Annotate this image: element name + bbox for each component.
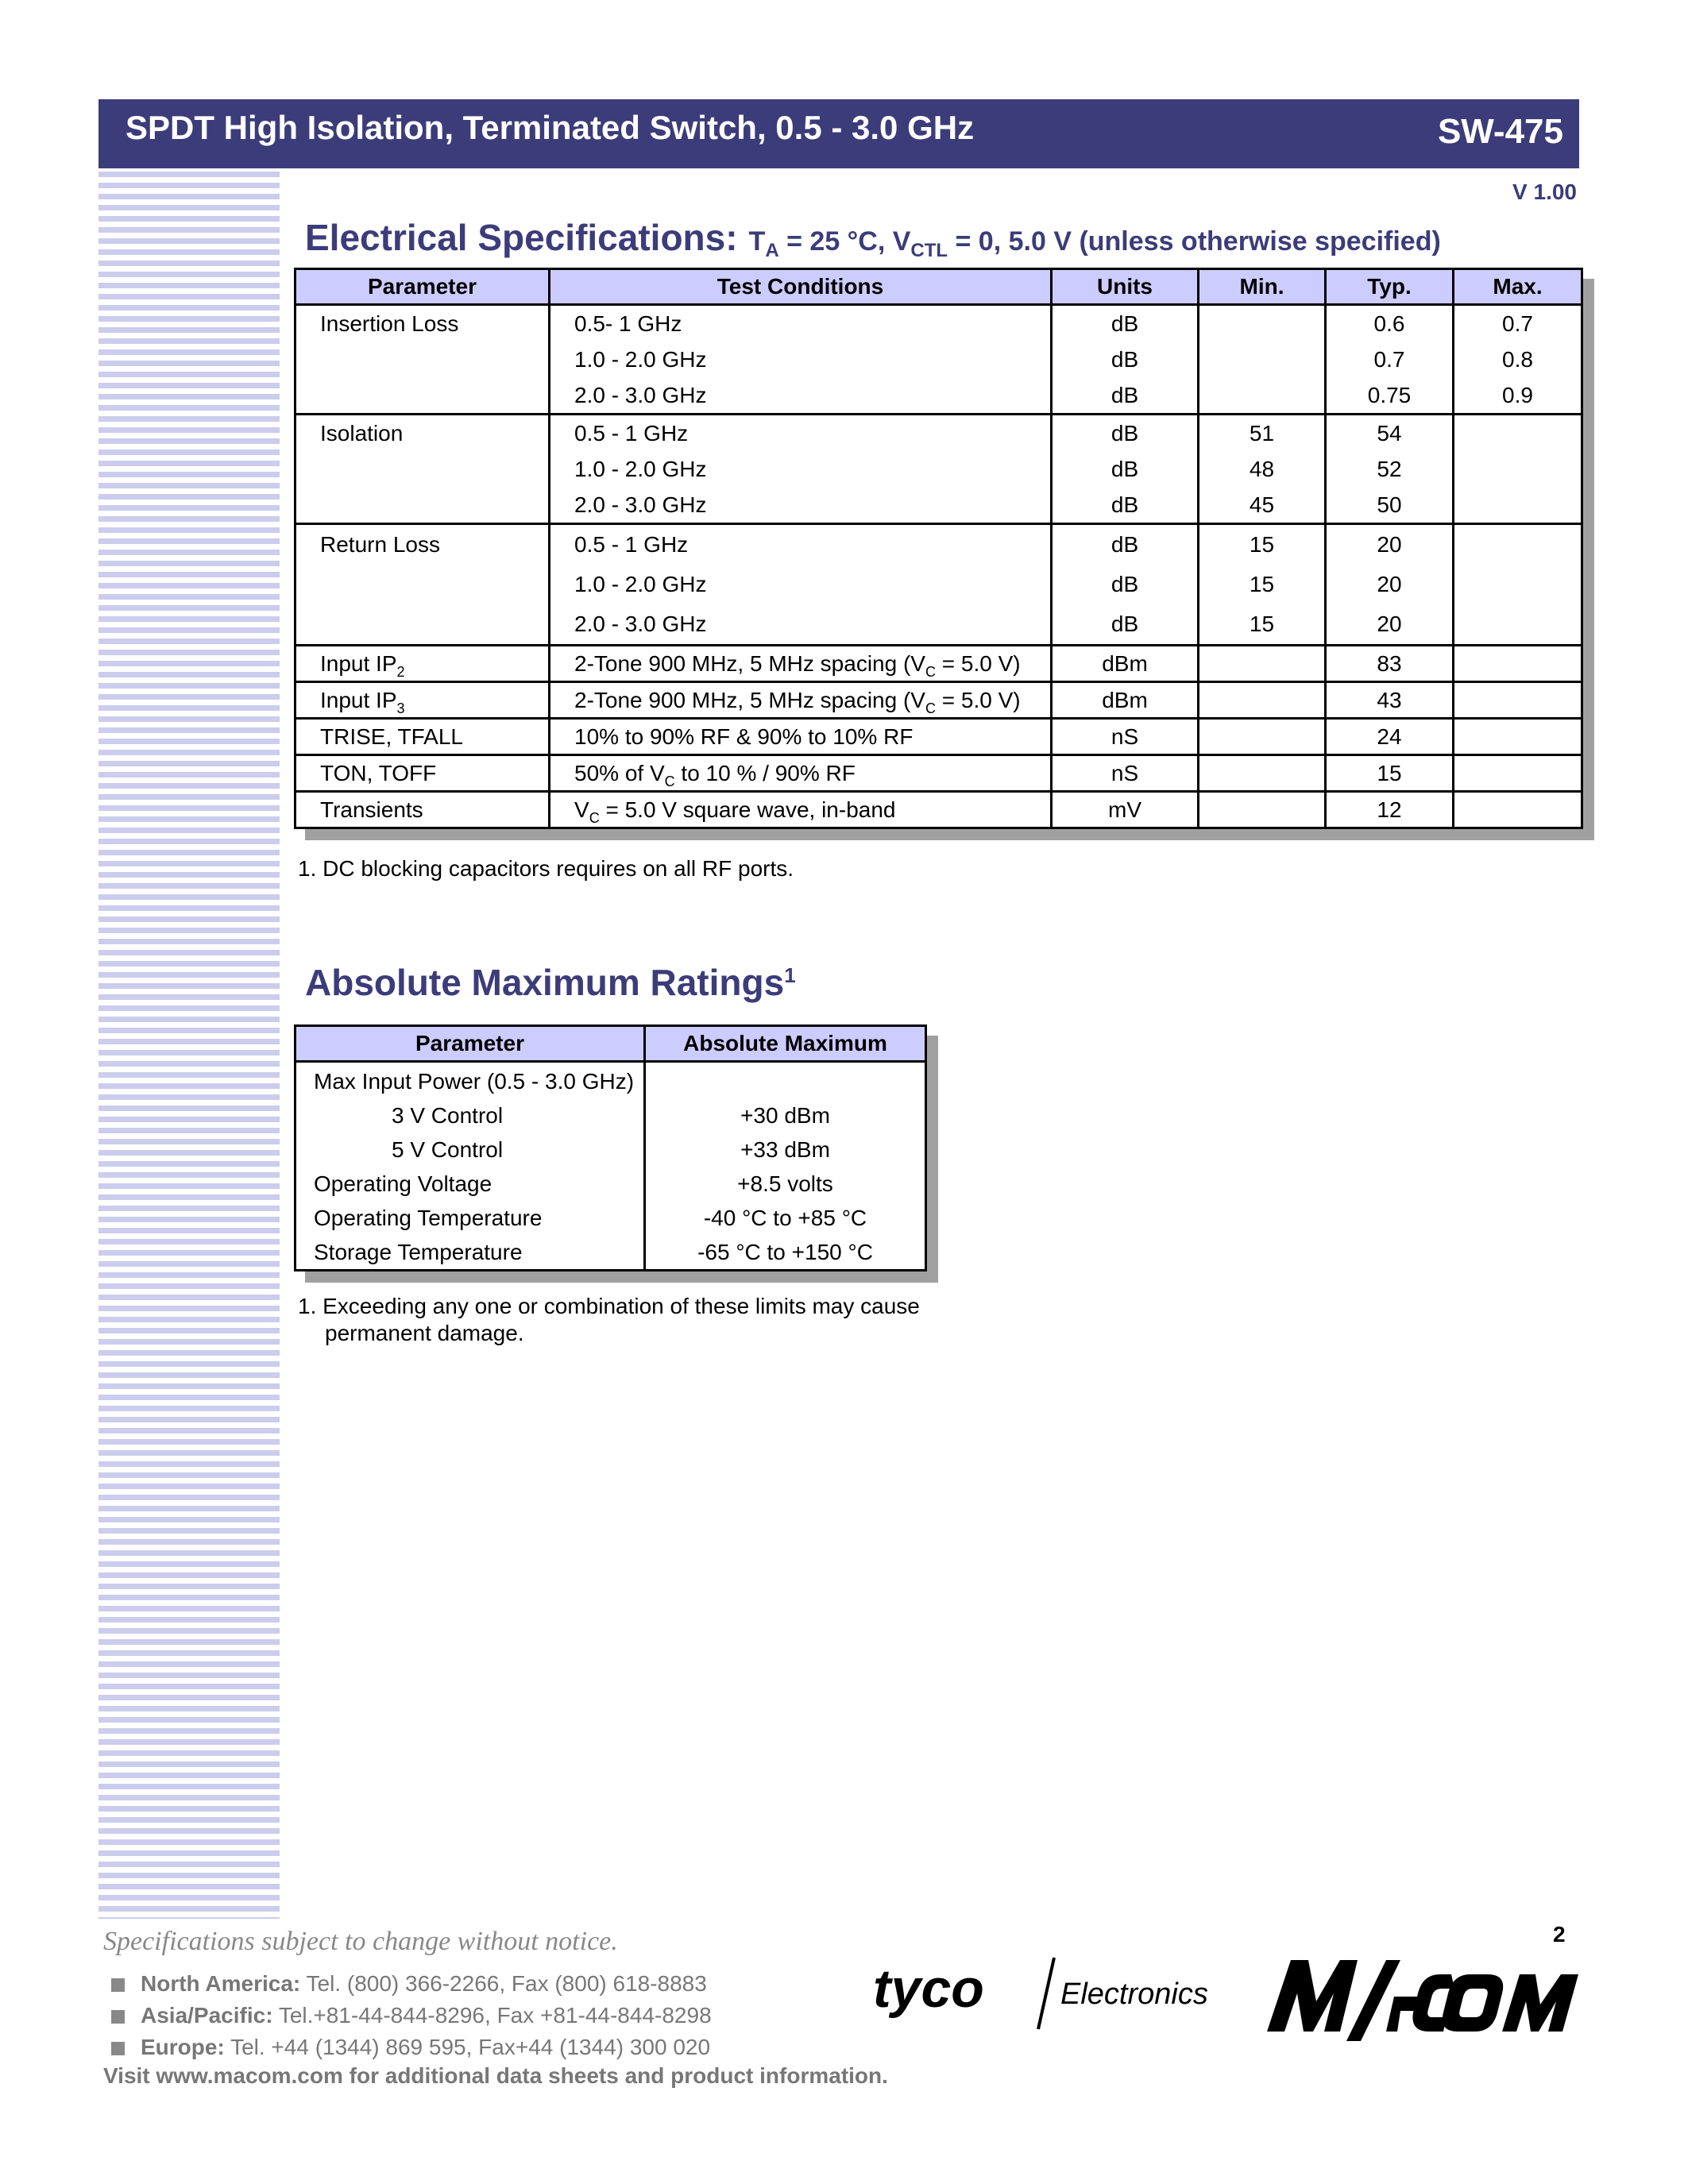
table-row bbox=[295, 524, 1582, 646]
contact-europe: Europe: Tel. +44 (1344) 869 595, Fax+44 (1344) 300 020 bbox=[111, 2035, 710, 2060]
table-row bbox=[295, 719, 1582, 755]
condition-cell bbox=[550, 415, 1052, 524]
condition-value: 2.0 - 3.0 GHz bbox=[574, 492, 707, 517]
units-value: nS bbox=[1111, 761, 1139, 785]
min-cell bbox=[1199, 792, 1326, 828]
units-value: dB bbox=[1111, 347, 1139, 372]
condition-cell bbox=[550, 682, 1052, 719]
absolute-max-footnote bbox=[298, 1293, 920, 1347]
max-cell bbox=[1454, 415, 1582, 524]
typ-value: 52 bbox=[1377, 457, 1402, 481]
electrical-spec-table bbox=[294, 268, 1583, 829]
min-cell bbox=[1199, 415, 1326, 524]
table-row bbox=[295, 305, 1582, 415]
electrical-spec-title bbox=[305, 216, 1441, 262]
units-cell bbox=[1052, 524, 1199, 646]
table-row bbox=[295, 682, 1582, 719]
bullet-square-icon bbox=[111, 2042, 125, 2055]
param-subscript: 2 bbox=[396, 663, 405, 680]
min-value bbox=[1207, 683, 1316, 717]
footnote-line-2: permanent damage. bbox=[325, 1321, 524, 1345]
condition-text: 50% of V bbox=[574, 761, 665, 785]
typ-value: 0.7 bbox=[1373, 347, 1405, 372]
header-absolute-maximum: Absolute Maximum bbox=[645, 1026, 926, 1062]
units-cell bbox=[1052, 792, 1199, 828]
table-row bbox=[295, 792, 1582, 828]
typ-value: 20 bbox=[1377, 612, 1402, 636]
value-text: +30 dBm bbox=[740, 1103, 830, 1128]
param-label: Storage Temperature bbox=[314, 1240, 523, 1264]
absolute-max-heading: Absolute Maximum Ratings bbox=[305, 962, 785, 1003]
param-label: Input IP bbox=[320, 688, 397, 712]
value-cell bbox=[645, 1062, 926, 1271]
units-cell bbox=[1052, 682, 1199, 719]
bullet-square-icon bbox=[111, 1978, 125, 1992]
header-parameter: Parameter bbox=[295, 1026, 645, 1062]
typ-cell bbox=[1326, 646, 1454, 682]
units-value: dB bbox=[1111, 612, 1139, 636]
typ-value: 0.75 bbox=[1367, 383, 1412, 407]
max-value bbox=[1462, 451, 1573, 487]
contact-asia-pacific: Asia/Pacific: Tel.+81-44-844-8296, Fax +81-44-844-8298 bbox=[111, 2003, 712, 2028]
param-cell bbox=[295, 305, 550, 415]
typ-value: 50 bbox=[1377, 492, 1402, 517]
header-test-conditions: Test Conditions bbox=[550, 269, 1052, 305]
min-value: 15 bbox=[1249, 572, 1275, 596]
electrical-spec-conditions: $T_A = 25$ °C, $V_{CTL} = 0$, 5.0 V (unless otherwise specified) bbox=[748, 226, 1441, 261]
condition-text: 2-Tone 900 MHz, 5 MHz spacing (V bbox=[574, 651, 925, 676]
units-value: dB bbox=[1111, 572, 1139, 596]
max-value bbox=[1462, 565, 1573, 604]
condition-subscript: C bbox=[925, 663, 936, 680]
condition-cell bbox=[550, 524, 1052, 646]
min-value: 15 bbox=[1249, 532, 1275, 557]
units-value: dB bbox=[1111, 457, 1139, 481]
max-value bbox=[1462, 525, 1573, 565]
min-value: 15 bbox=[1249, 612, 1275, 636]
units-value: dBm bbox=[1102, 688, 1148, 712]
param-label: TON, TOFF bbox=[320, 761, 437, 785]
units-value: dBm bbox=[1102, 651, 1148, 676]
typ-cell bbox=[1326, 719, 1454, 755]
typ-value: 12 bbox=[1377, 797, 1402, 822]
typ-cell bbox=[1326, 682, 1454, 719]
param-cell bbox=[295, 646, 550, 682]
param-cell bbox=[295, 719, 550, 755]
param-cell bbox=[295, 524, 550, 646]
units-value: dB bbox=[1111, 492, 1139, 517]
typ-value: 20 bbox=[1377, 572, 1402, 596]
header-typ: Typ. bbox=[1326, 269, 1454, 305]
condition-text-end: = 5.0 V) bbox=[935, 651, 1021, 676]
min-value bbox=[1207, 720, 1316, 754]
table-row bbox=[295, 1062, 926, 1271]
condition-text: 10% to 90% RF & 90% to 10% RF bbox=[574, 724, 914, 749]
typ-value: 43 bbox=[1377, 688, 1402, 712]
units-value: dB bbox=[1111, 421, 1139, 446]
max-value: 0.8 bbox=[1502, 347, 1533, 372]
part-number: SW-475 bbox=[1437, 112, 1563, 151]
typ-cell bbox=[1326, 755, 1454, 792]
electronics-logo-text: Electronics bbox=[1060, 1978, 1208, 2011]
param-label: 5 V Control bbox=[392, 1137, 504, 1162]
condition-value: 1.0 - 2.0 GHz bbox=[574, 457, 707, 481]
contact-north-america: North America: Tel. (800) 366-2266, Fax (800) 618-8883 bbox=[111, 1971, 707, 1997]
tyco-electronics-logo bbox=[870, 1950, 1243, 2037]
units-value: nS bbox=[1111, 724, 1139, 749]
units-value: dB bbox=[1111, 383, 1139, 407]
param-cell bbox=[295, 682, 550, 719]
version-label: V 1.00 bbox=[1512, 179, 1577, 204]
max-value bbox=[1462, 720, 1573, 754]
param-cell bbox=[295, 755, 550, 792]
max-cell bbox=[1454, 719, 1582, 755]
typ-cell bbox=[1326, 305, 1454, 415]
condition-cell bbox=[550, 646, 1052, 682]
max-value bbox=[1462, 756, 1573, 790]
param-label: Operating Voltage bbox=[314, 1171, 492, 1196]
tyco-logo-text: tyco bbox=[873, 1958, 984, 2019]
min-value bbox=[1207, 756, 1316, 790]
param-label: Input IP bbox=[320, 651, 397, 676]
electrical-footnote: 1. DC blocking capacitors requires on all RF ports. bbox=[298, 856, 794, 881]
condition-value: 0.5 - 1 GHz bbox=[574, 532, 689, 557]
table-header-row bbox=[295, 1026, 926, 1062]
absolute-max-title bbox=[305, 961, 796, 1004]
param-label: Return Loss bbox=[320, 532, 440, 557]
min-value bbox=[1207, 793, 1316, 827]
value-text: +8.5 volts bbox=[737, 1171, 833, 1196]
max-cell bbox=[1454, 755, 1582, 792]
visit-website-text: Visit www.macom.com for additional data sheets and product information. bbox=[103, 2063, 888, 2088]
table-header-row bbox=[295, 269, 1582, 305]
condition-cell bbox=[550, 719, 1052, 755]
typ-value: 54 bbox=[1377, 421, 1402, 446]
param-label: Max Input Power (0.5 - 3.0 GHz) bbox=[314, 1069, 635, 1094]
condition-value: 0.5 - 1 GHz bbox=[574, 421, 689, 446]
param-cell bbox=[295, 415, 550, 524]
max-cell bbox=[1454, 792, 1582, 828]
param-cell bbox=[295, 1062, 645, 1271]
condition-value: 2.0 - 3.0 GHz bbox=[574, 612, 707, 636]
max-value: 0.9 bbox=[1502, 383, 1533, 407]
max-value bbox=[1462, 646, 1573, 681]
max-cell bbox=[1454, 524, 1582, 646]
max-value bbox=[1462, 415, 1573, 451]
condition-subscript: C bbox=[664, 773, 675, 789]
min-value: 48 bbox=[1249, 457, 1275, 481]
bullet-square-icon bbox=[111, 2010, 125, 2024]
max-value bbox=[1462, 604, 1573, 644]
min-cell bbox=[1199, 646, 1326, 682]
typ-value: 0.6 bbox=[1373, 311, 1405, 336]
min-value bbox=[1207, 341, 1316, 377]
absolute-max-table bbox=[294, 1024, 927, 1271]
units-cell bbox=[1052, 755, 1199, 792]
condition-value: 0.5- 1 GHz bbox=[574, 311, 682, 336]
units-cell bbox=[1052, 646, 1199, 682]
max-value: 0.7 bbox=[1502, 311, 1533, 336]
max-value bbox=[1462, 487, 1573, 523]
macom-logo bbox=[1267, 1952, 1585, 2046]
param-label: Transients bbox=[320, 797, 423, 822]
document-title: SPDT High Isolation, Terminated Switch, 0.5 - 3.0 GHz bbox=[126, 109, 975, 146]
electrical-spec-table-wrap bbox=[294, 268, 1583, 829]
max-cell bbox=[1454, 682, 1582, 719]
min-value bbox=[1207, 646, 1316, 681]
spec-notice: Specifications subject to change without notice. bbox=[103, 1927, 618, 1956]
param-label: TRISE, TFALL bbox=[320, 724, 463, 749]
min-value bbox=[1207, 377, 1316, 413]
condition-text-end: to 10 % / 90% RF bbox=[674, 761, 856, 785]
units-value: dB bbox=[1111, 532, 1139, 557]
table-row bbox=[295, 415, 1582, 524]
electrical-spec-heading: Electrical Specifications: bbox=[305, 217, 738, 258]
min-cell bbox=[1199, 524, 1326, 646]
max-cell bbox=[1454, 305, 1582, 415]
header-units: Units bbox=[1052, 269, 1199, 305]
page-number: 2 bbox=[1553, 1922, 1566, 1947]
param-label: Operating Temperature bbox=[314, 1206, 543, 1230]
typ-value: 83 bbox=[1377, 651, 1402, 676]
absolute-max-footnote-mark: 1 bbox=[784, 963, 796, 987]
min-value bbox=[1207, 306, 1316, 341]
min-value: 51 bbox=[1249, 421, 1275, 446]
condition-text-end: = 5.0 V square wave, in-band bbox=[599, 797, 896, 822]
footnote-line-1: 1. Exceeding any one or combination of these limits may cause bbox=[298, 1294, 920, 1318]
max-value bbox=[1462, 793, 1573, 827]
condition-text: V bbox=[574, 797, 589, 822]
param-label: Insertion Loss bbox=[320, 311, 459, 336]
typ-value: 24 bbox=[1377, 724, 1402, 749]
header-bar bbox=[98, 99, 1579, 168]
condition-cell bbox=[550, 755, 1052, 792]
condition-value: 1.0 - 2.0 GHz bbox=[574, 347, 707, 372]
table-row bbox=[295, 646, 1582, 682]
typ-value: 15 bbox=[1377, 761, 1402, 785]
condition-subscript: C bbox=[589, 809, 600, 826]
param-cell bbox=[295, 792, 550, 828]
max-cell bbox=[1454, 646, 1582, 682]
header-parameter: Parameter bbox=[295, 269, 550, 305]
max-value bbox=[1462, 683, 1573, 717]
typ-value: 20 bbox=[1377, 532, 1402, 557]
condition-value: 2.0 - 3.0 GHz bbox=[574, 383, 707, 407]
typ-cell bbox=[1326, 524, 1454, 646]
absolute-max-table-wrap bbox=[294, 1024, 927, 1271]
header-max: Max. bbox=[1454, 269, 1582, 305]
units-value: dB bbox=[1111, 311, 1139, 336]
units-cell bbox=[1052, 305, 1199, 415]
min-cell bbox=[1199, 682, 1326, 719]
table-row bbox=[295, 755, 1582, 792]
value-text: +33 dBm bbox=[740, 1137, 830, 1162]
units-value: mV bbox=[1108, 797, 1141, 822]
condition-cell bbox=[550, 792, 1052, 828]
param-subscript: 3 bbox=[396, 700, 405, 716]
param-label: Isolation bbox=[320, 421, 404, 446]
condition-text: 2-Tone 900 MHz, 5 MHz spacing (V bbox=[574, 688, 925, 712]
units-cell bbox=[1052, 415, 1199, 524]
condition-cell bbox=[550, 305, 1052, 415]
min-cell bbox=[1199, 719, 1326, 755]
typ-cell bbox=[1326, 792, 1454, 828]
units-cell bbox=[1052, 719, 1199, 755]
typ-cell bbox=[1326, 415, 1454, 524]
param-label: 3 V Control bbox=[392, 1103, 504, 1128]
value-text: -65 °C to +150 °C bbox=[697, 1240, 873, 1264]
condition-value: 1.0 - 2.0 GHz bbox=[574, 572, 707, 596]
condition-text-end: = 5.0 V) bbox=[935, 688, 1021, 712]
condition-subscript: C bbox=[925, 700, 936, 716]
header-min: Min. bbox=[1199, 269, 1326, 305]
min-cell bbox=[1199, 755, 1326, 792]
value-text: -40 °C to +85 °C bbox=[703, 1206, 867, 1230]
min-cell bbox=[1199, 305, 1326, 415]
min-value: 45 bbox=[1249, 492, 1275, 517]
decorative-stripes bbox=[98, 172, 280, 1919]
value-text bbox=[654, 1064, 917, 1098]
